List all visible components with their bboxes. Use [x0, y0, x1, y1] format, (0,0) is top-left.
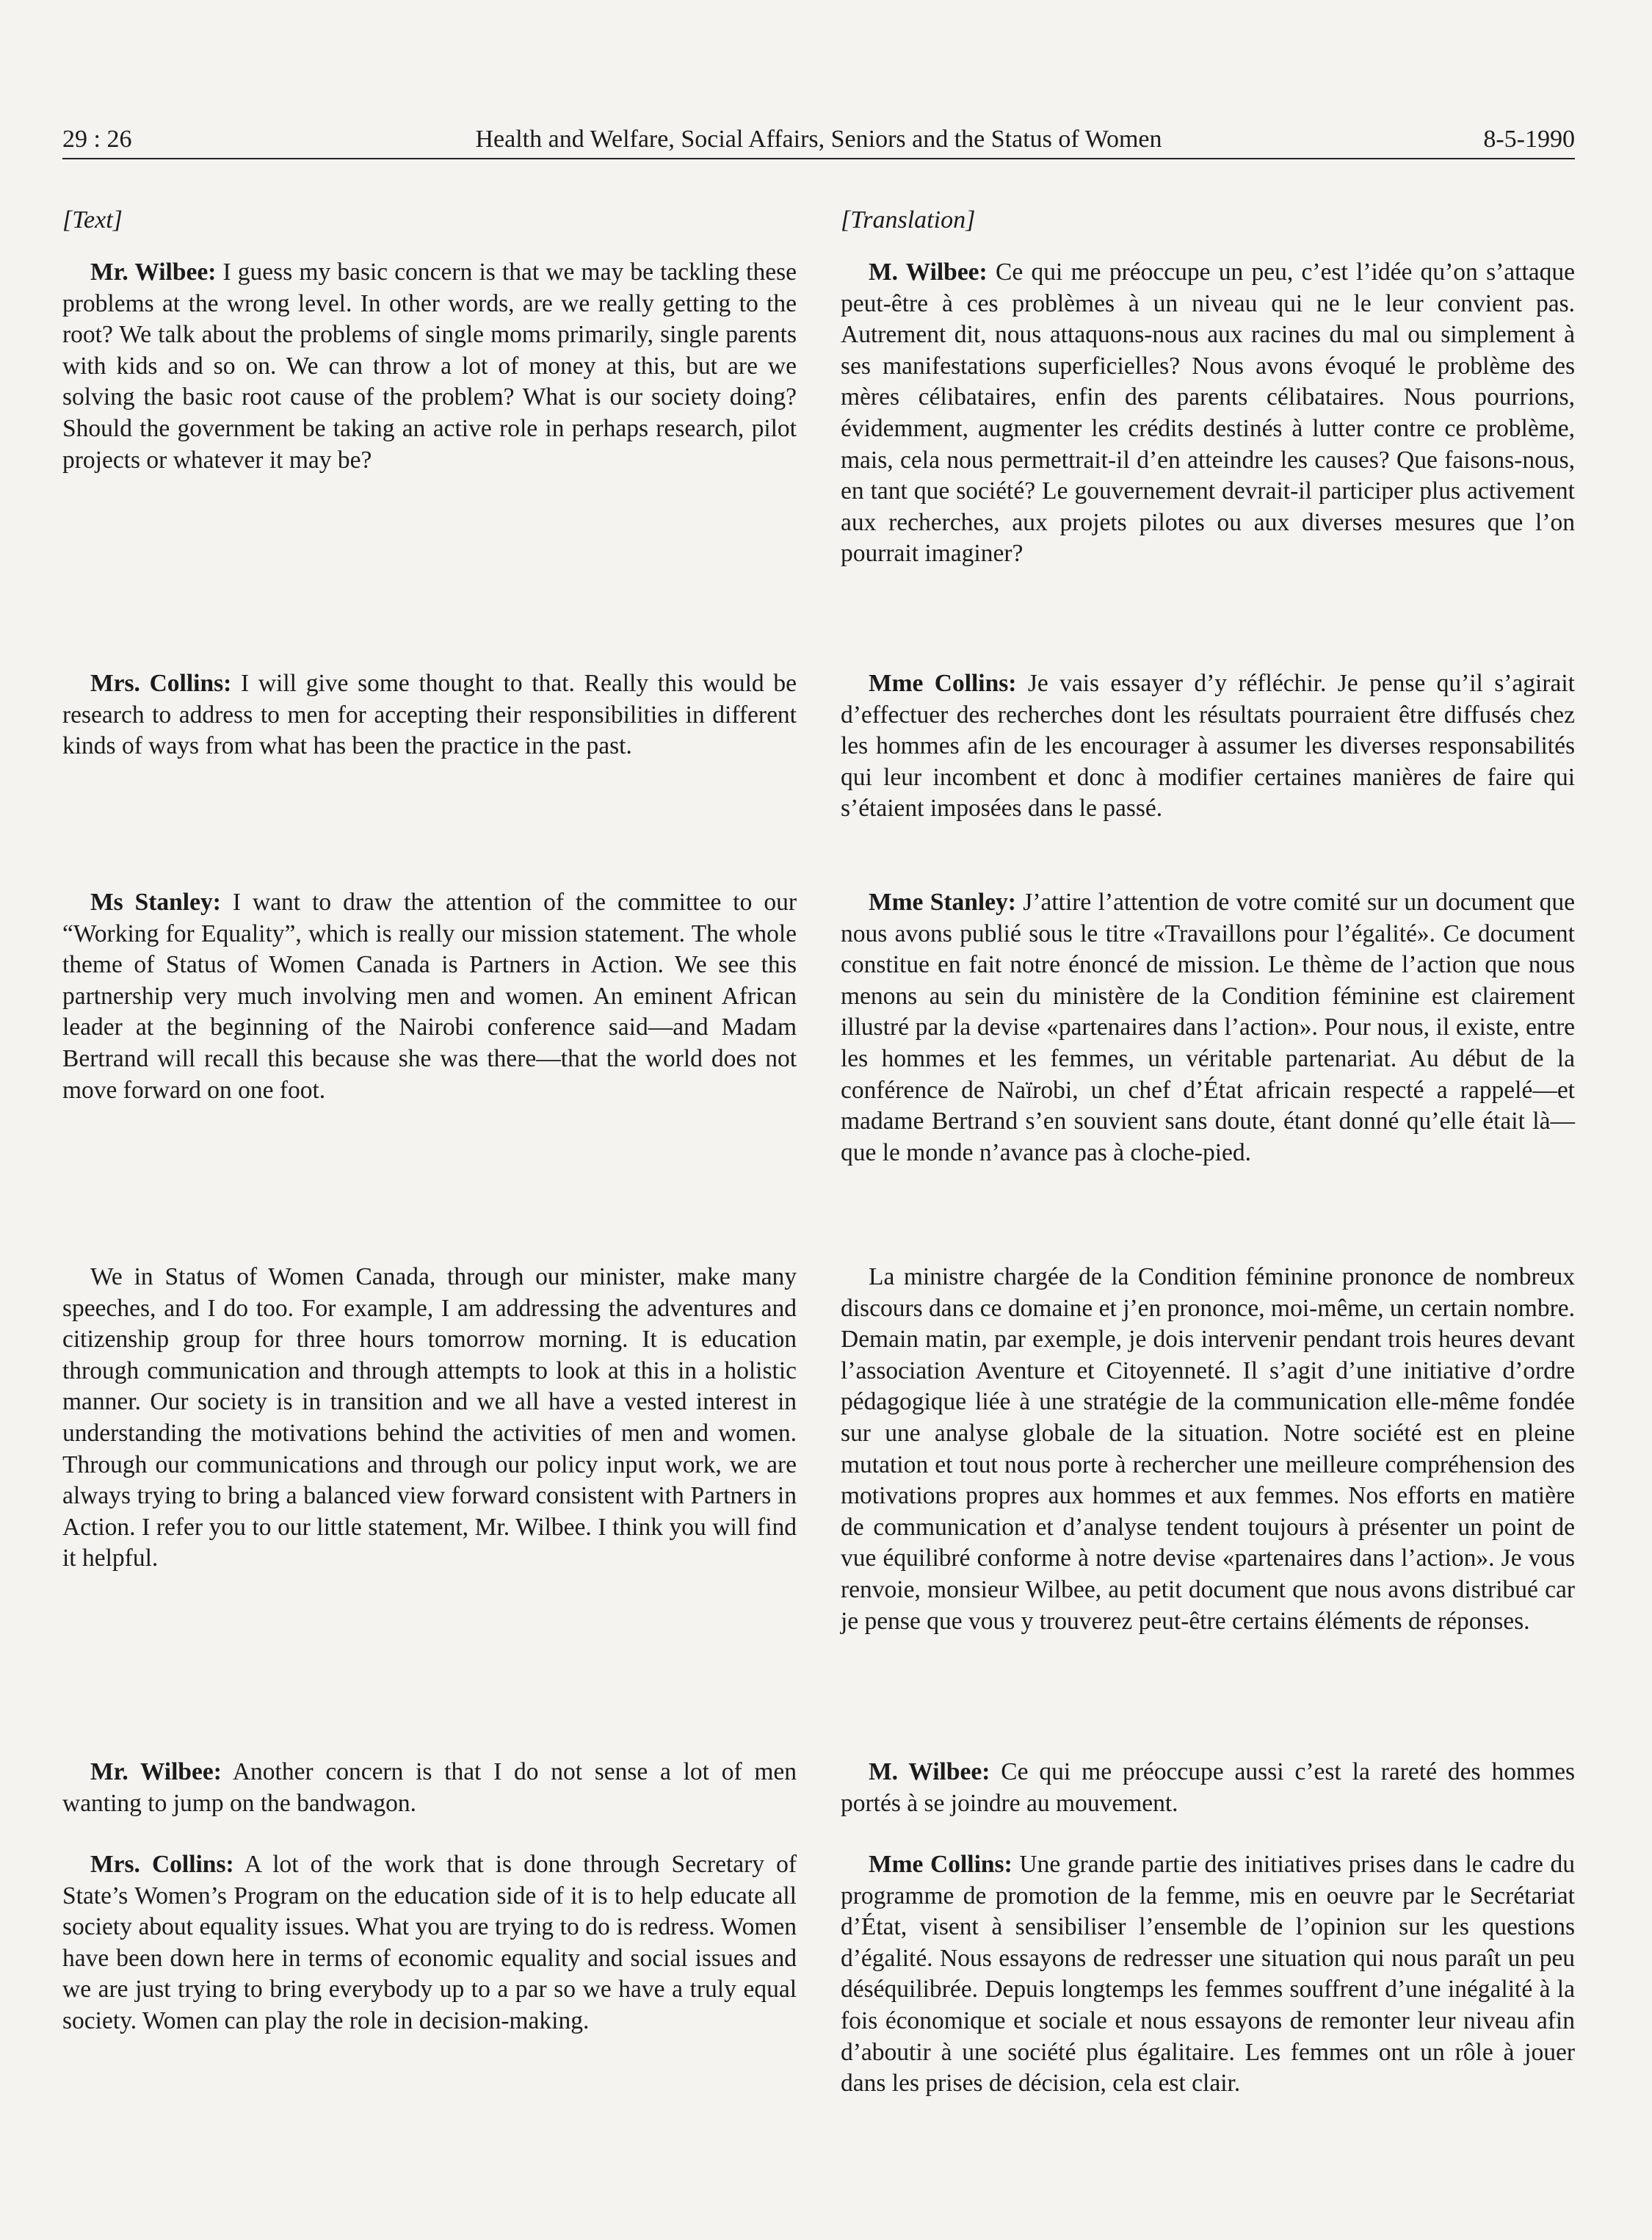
speaker-name: M. Wilbee: [869, 1758, 990, 1785]
paragraph-stanley-1 [62, 887, 797, 1106]
running-title: Health and Welfare, Social Affairs, Seniors and the Status of Women [475, 126, 1162, 153]
speaker-name: Mme Collins: [869, 1851, 1012, 1878]
paragraph-text: Another concern is that I do not sense a lot of men wanting to jump on the bandwagon. [62, 1758, 797, 1817]
paragraph-collins-1-fr [841, 668, 1575, 825]
paragraph-text: Une grande partie des initiatives prises dans le cadre du programme de promotion de la femme, mis en oeuvre par le Secrétariat d’État, visent à sensibiliser l’ensemble de l’opinion sur les questions d’égalité. Nous essayons de redresser une situation qui nous paraît un peu déséquilibrée. Depuis longtemps les femmes souffrent d’une inégalité à la fois économique et sociale et nous essayons de remonter leur niveau afin d’aboutir à une société plus égalitaire. Les femmes ont un rôle à jouer dans les prises de décision, cela est clair. [841, 1851, 1575, 2098]
paragraph-text: I want to draw the attention of the committee to our “Working for Equality”, which is really our mission statement. The whole theme of Status of Women Canada is Partners in Action. We see this partnership very much involving men and women. An eminent African leader at the beginning of the Nairobi conference said—and Madam Bertrand will recall this because she was there—that the world does not move forward on one foot. [62, 889, 797, 1104]
paragraph-text: Ce qui me préoccupe aussi c’est la rareté des hommes portés à se joindre au mouvement. [841, 1758, 1575, 1817]
speaker-name: Mr. Wilbee: [90, 1758, 222, 1785]
paragraph-collins-2 [62, 1849, 797, 2037]
paragraph-text: Ce qui me préoccupe un peu, c’est l’idée qu’on s’attaque peut-être à ces problèmes à un niveau qui ne le leur convient pas. Autrement dit, nous attaquons-nous aux racines du mal ou simplement à ses manifestations superficielles? Nous avons évoqué le problème des mères célibataires, enfin des parents célibataires. Nous pourrions, évidemment, augmenter les crédits destinés à lutter contre ce problème, mais, cela nous permettrait-il d’en atteindre les causes? Que faisons-nous, en tant que société? Le gouvernement devrait-il participer plus activement aux recherches, aux projets pilotes ou aux diverses mesures que l’on pourrait imaginer? [841, 259, 1575, 568]
french-column [841, 206, 1576, 2098]
paragraph-wilbee-2-fr [841, 1757, 1575, 1819]
english-column [62, 206, 797, 2034]
paragraph-collins-2-fr [841, 1849, 1575, 2100]
column-label-text: [Text] [62, 206, 123, 234]
paragraph-text: We in Status of Women Canada, through our minister, make many speeches, and I do too. For example, I am addressing the adventures and citizenship group for three hours tomorrow morning. It is education through communication and through attempts to look at this in a holistic manner. Our society is in transition and we all have a vested interest in understanding the motivations behind the activities of men and women. Through our communications and through our policy input work, we are always trying to bring a balanced view forward consistent with Partners in Action. I refer you to our little statement, Mr. Wilbee. I think you will find it helpful. [62, 1263, 797, 1572]
paragraph-stanley-1-fr [841, 887, 1575, 1168]
paragraph-wilbee-1-fr [841, 257, 1575, 570]
paragraph-text: I guess my basic concern is that we may be tackling these problems at the wrong level. In other words, are we really getting to the root? We talk about the problems of single moms primarily, single parents with kids and so on. We can throw a lot of money at this, but are we solving the basic root cause of the problem? What is our society doing? Should the government be taking an active role in perhaps research, pilot projects or whatever it may be? [62, 259, 797, 474]
speaker-name: Mme Stanley: [869, 889, 1016, 916]
paragraph-text: A lot of the work that is done through Secretary of State’s Women’s Program on the education side of it is to help educate all society about equality issues. What you are trying to do is redress. Women have been down here in terms of economic equality and social issues and we are just trying to bring everybody up to a par so we have a truly equal society. Women can play the role in decision-making. [62, 1851, 797, 2034]
paragraph-text: J’attire l’attention de votre comité sur un document que nous avons publié sous le titre «Travaillons pour l’égalité». Ce document constitue en fait notre énoncé de mission. Le thème de l’action que nous menons au sein du ministère de la Condition féminine est clairement illustré par la devise «partenaires dans l’action». Pour nous, il existe, entre les hommes et les femmes, un véritable partenariat. Au début de la conférence de Naïrobi, un chef d’État africain respecté a rappelé—et madame Bertrand s’en souvient sans doute, étant donné qu’elle était là—que le monde n’avance pas à cloche-pied. [841, 889, 1575, 1166]
paragraph-collins-1 [62, 668, 797, 762]
speaker-name: M. Wilbee: [869, 259, 988, 286]
speaker-name: Mme Collins: [869, 670, 1017, 697]
paragraph-stanley-2 [62, 1262, 797, 1575]
speaker-name: Ms Stanley: [90, 889, 221, 916]
paragraph-wilbee-1 [62, 257, 797, 476]
paragraph-text: Je vais essayer d’y réfléchir. Je pense qu’il s’agirait d’effectuer des recherches dont les résultats pourraient être diffusés chez les hommes afin de les encourager à assumer les diverses responsabilités qui leur incombent et donc à modifier certaines manières de faire qui s’étaient imposées dans le passé. [841, 670, 1575, 823]
speaker-name: Mrs. Collins: [90, 1851, 234, 1878]
paragraph-stanley-2-fr [841, 1262, 1575, 1637]
page-number: 29 : 26 [62, 126, 132, 153]
speaker-name: Mrs. Collins: [90, 670, 232, 697]
header-date: 8-5-1990 [1483, 126, 1575, 153]
paragraph-text: La ministre chargée de la Condition féminine prononce de nombreux discours dans ce domaine et j’en prononce, moi-même, un certain nombre. Demain matin, par exemple, je dois intervenir pendant trois heures devant l’association Aventure et Citoyenneté. Il s’agit d’une initiative d’ordre pédagogique liée à une stratégie de la communication elle-même fondée sur une analyse globale de la situation. Notre société est en pleine mutation et tout nous porte à rechercher une meilleure compréhension des motivations propres aux hommes et aux femmes. Nos efforts en matière de communication et d’analyse tendent toujours à présenter un point de vue équilibré conforme à notre devise «partenaires dans l’action». Je vous renvoie, monsieur Wilbee, au petit document que nous avons distribué car je pense que vous y trouverez peut-être certains éléments de réponses. [841, 1263, 1576, 1635]
speaker-name: Mr. Wilbee: [90, 259, 217, 286]
page-header [62, 121, 1575, 159]
paragraph-wilbee-2 [62, 1757, 797, 1819]
column-label-translation: [Translation] [841, 206, 976, 234]
paragraph-text: I will give some thought to that. Really this would be research to address to men for accepting their responsibilities in different kinds of ways from what has been the practice in the past. [62, 670, 797, 760]
